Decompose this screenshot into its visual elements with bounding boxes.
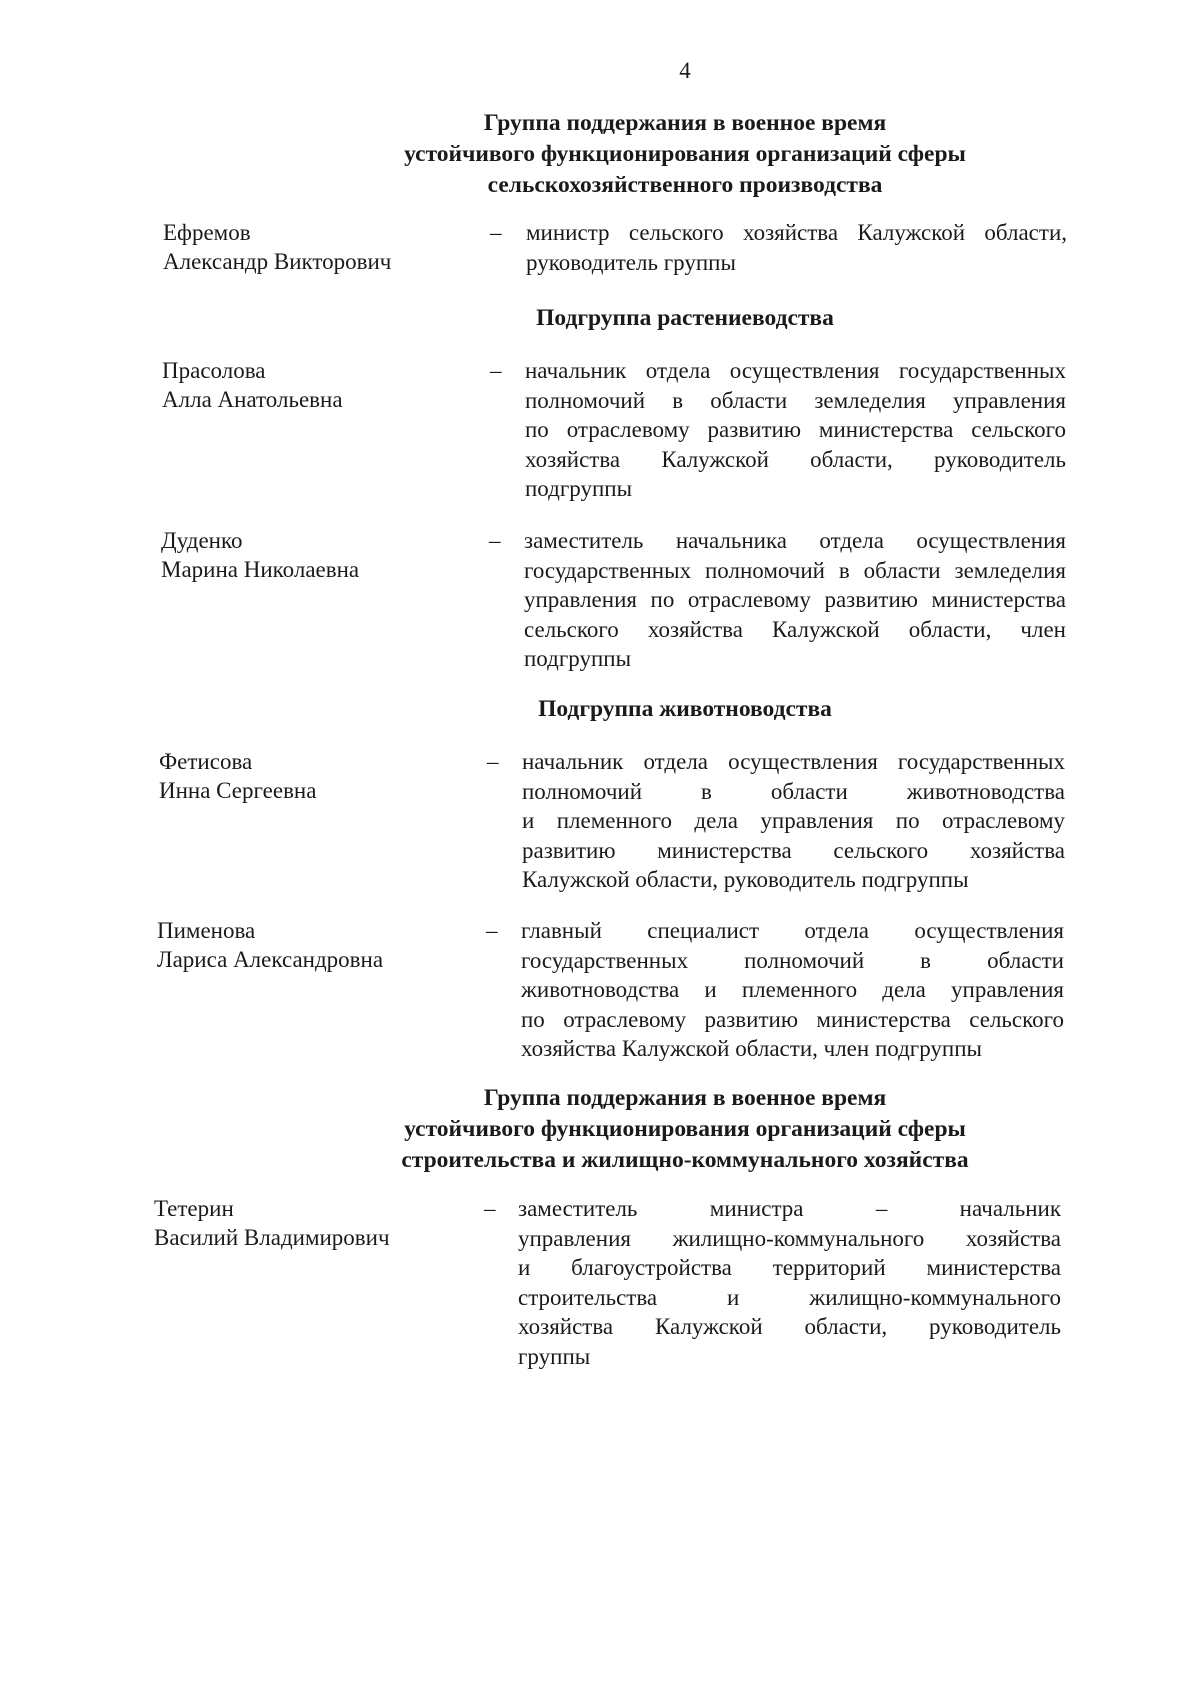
position-line: управления жилищно-коммунального хозяйства: [518, 1225, 1061, 1251]
position-line: Калужской области, руководитель подгруппы: [522, 867, 969, 892]
position-line: управления по отраслевому развитию министерства: [524, 587, 1066, 612]
heading-line: устойчивого функционирования организаций сферы: [404, 1116, 966, 1142]
member-position: [518, 1194, 1061, 1371]
dash-separator: –: [487, 749, 499, 774]
position-line: начальник отдела осуществления государственных: [522, 749, 1065, 774]
position-line: подгруппы: [524, 646, 632, 671]
position-line: заместитель начальника отдела осуществления: [524, 528, 1066, 553]
heading-line: Подгруппа растениеводства: [536, 305, 834, 331]
dash-separator: –: [486, 918, 498, 943]
page-number: 4: [679, 58, 691, 83]
member-surname: Ефремов: [163, 220, 251, 245]
member-given-names: Алла Анатольевна: [162, 387, 343, 412]
member-position: [521, 916, 1064, 1064]
member-surname: Фетисова: [159, 749, 253, 774]
member-name: [161, 526, 359, 584]
position-line: хозяйства Калужской области, руководитель: [525, 446, 1066, 472]
member-given-names: Александр Викторович: [163, 249, 392, 274]
member-given-names: Инна Сергеевна: [159, 778, 317, 803]
position-line: по отраслевому развитию министерства сельского: [525, 417, 1066, 442]
position-line: государственных полномочий в области земледелия: [524, 557, 1066, 583]
position-line: подгруппы: [525, 476, 633, 501]
member-surname: Пименова: [157, 918, 256, 943]
position-line: хозяйства Калужской области, руководитель: [518, 1314, 1061, 1339]
member-given-names: Василий Владимирович: [154, 1225, 390, 1250]
position-line: полномочий в области животноводства: [522, 778, 1065, 804]
dash-separator: –: [490, 220, 502, 245]
subgroup-heading-crops: [0, 303, 1200, 334]
member-position: [522, 747, 1065, 895]
heading-line: Группа поддержания в военное время: [483, 110, 887, 136]
subgroup-heading-livestock: [0, 694, 1200, 725]
position-line: главный специалист отдела осуществления: [521, 918, 1064, 943]
member-name: [163, 218, 391, 276]
member-surname: Прасолова: [162, 358, 266, 383]
member-given-names: Лариса Александровна: [157, 947, 384, 972]
position-line: сельского хозяйства Калужской области, член: [524, 616, 1066, 642]
group-heading-agriculture: [0, 108, 1200, 201]
member-position: [525, 356, 1066, 504]
dash-separator: –: [489, 528, 501, 553]
position-line: группы: [518, 1343, 591, 1369]
member-surname: Дуденко: [161, 528, 243, 553]
member-position: [526, 218, 1067, 277]
position-line: полномочий в области земледелия управления: [525, 387, 1066, 413]
heading-line: сельскохозяйственного производства: [487, 172, 883, 198]
position-line: начальник отдела осуществления государственных: [525, 358, 1066, 383]
position-line: хозяйства Калужской области, член подгруппы: [521, 1036, 982, 1061]
member-name: [159, 747, 316, 805]
position-line: по отраслевому развитию министерства сельского: [521, 1006, 1064, 1032]
position-line: министр сельского хозяйства Калужской области,: [526, 220, 1067, 245]
position-line: строительства и жилищно-коммунального: [518, 1284, 1061, 1310]
heading-line: строительства и жилищно-коммунального хозяйства: [401, 1147, 969, 1173]
position-line: государственных полномочий в области: [521, 947, 1064, 973]
member-given-names: Марина Николаевна: [161, 557, 360, 582]
member-surname: Тетерин: [154, 1196, 234, 1221]
position-line: и благоустройства территорий министерства: [518, 1255, 1061, 1280]
heading-line: Группа поддержания в военное время: [483, 1085, 887, 1111]
heading-line: Подгруппа животноводства: [538, 696, 832, 722]
dash-separator: –: [490, 358, 502, 383]
position-line: заместитель министра – начальник: [518, 1196, 1061, 1221]
group-heading-construction: [0, 1083, 1200, 1176]
member-name: [154, 1194, 390, 1252]
position-line: руководитель группы: [526, 249, 736, 275]
position-line: и племенного дела управления по отраслевому: [522, 808, 1065, 833]
member-name: [162, 356, 343, 414]
position-line: животноводства и племенного дела управления: [521, 977, 1064, 1002]
member-name: [157, 916, 383, 974]
heading-line: устойчивого функционирования организаций сферы: [404, 141, 966, 167]
position-line: развитию министерства сельского хозяйства: [522, 837, 1065, 863]
member-position: [524, 526, 1066, 674]
dash-separator: –: [484, 1196, 496, 1221]
